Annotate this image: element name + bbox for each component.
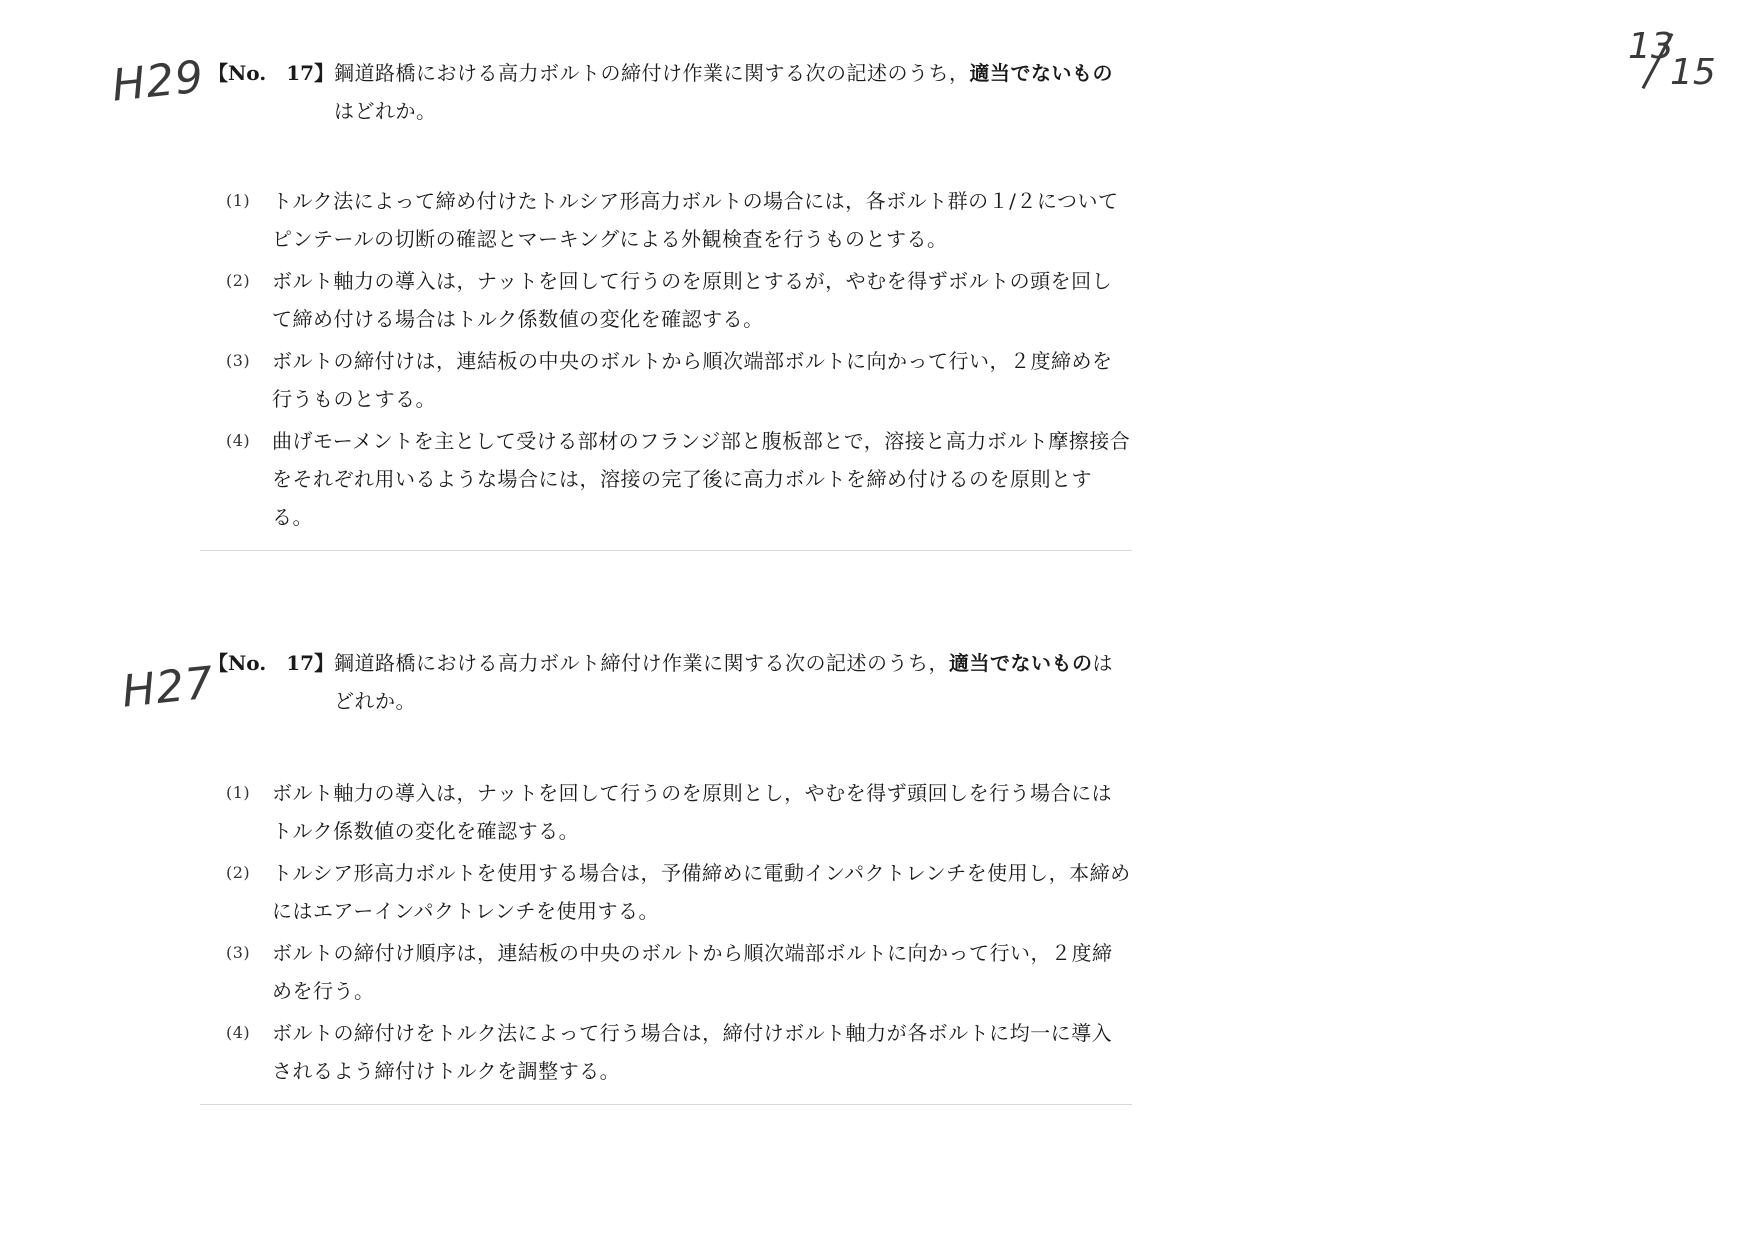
option-list	[200, 182, 1132, 551]
option-text: トルク法によって締め付けたトルシア形高力ボルトの場合には，各ボルト群の１/２についてピンテールの切断の確認とマーキングによる外観検査を行うものとする。	[272, 189, 1119, 251]
question-text	[334, 61, 1113, 123]
option-item	[200, 262, 1132, 338]
page-total: 15	[1670, 52, 1716, 93]
option-label: (2)	[226, 271, 251, 290]
option-item	[200, 854, 1132, 930]
option-text: ボルトの締付けは，連結板の中央のボルトから順次端部ボルトに向かって行い，２度締めを行うものとする。	[272, 349, 1113, 411]
handwritten-page-count	[1628, 26, 1718, 96]
question-header	[200, 644, 1132, 720]
option-text: ボルト軸力の導入は，ナットを回して行うのを原則とするが，やむを得ずボルトの頭を回して締め付ける場合はトルク係数値の変化を確認する。	[272, 269, 1113, 331]
question-header	[200, 54, 1132, 130]
option-item	[200, 934, 1132, 1010]
option-label: (4)	[226, 1023, 251, 1042]
option-label: (3)	[226, 351, 251, 370]
option-label: (1)	[226, 783, 251, 802]
question-text-before: 鋼道路橋における高力ボルトの締付け作業に関する次の記述のうち，	[334, 61, 970, 85]
question-block	[200, 54, 1132, 551]
option-item	[200, 182, 1132, 258]
option-label: (3)	[226, 943, 251, 962]
option-item	[200, 1014, 1132, 1090]
option-item	[200, 342, 1132, 418]
option-item	[200, 422, 1132, 536]
page-current: 13	[1628, 26, 1674, 67]
option-label: (1)	[226, 191, 251, 210]
question-text-after: はどれか。	[334, 99, 437, 123]
handwritten-year-note: H27	[119, 657, 217, 718]
option-label: (2)	[226, 863, 251, 882]
option-list	[200, 774, 1132, 1105]
question-text	[334, 651, 1113, 713]
question-emphasis: 適当でないもの	[969, 61, 1113, 85]
question-text-before: 鋼道路橋における高力ボルト締付け作業に関する次の記述のうち，	[334, 651, 949, 675]
option-text: トルシア形高力ボルトを使用する場合は，予備締めに電動インパクトレンチを使用し，本締めにはエアーインパクトレンチを使用する。	[272, 861, 1131, 923]
option-text: ボルトの締付けをトルク法によって行う場合は，締付けボルト軸力が各ボルトに均一に導入されるよう締付けトルクを調整する。	[272, 1021, 1113, 1083]
question-number: 【No. 17】	[208, 61, 335, 85]
question-block	[200, 644, 1132, 1105]
option-item	[200, 774, 1132, 850]
option-label: (4)	[226, 431, 251, 450]
option-text: 曲げモーメントを主として受ける部材のフランジ部と腹板部とで，溶接と高力ボルト摩擦接合をそれぞれ用いるような場合には，溶接の完了後に高力ボルトを締め付けるのを原則とする。	[272, 429, 1131, 529]
question-number: 【No. 17】	[208, 651, 335, 675]
handwritten-year-note: H29	[109, 51, 207, 112]
option-text: ボルトの締付け順序は，連結板の中央のボルトから順次端部ボルトに向かって行い，２度締めを行う。	[272, 941, 1113, 1003]
question-emphasis: 適当でないもの	[949, 651, 1093, 675]
question-text-after: はどれか。	[334, 651, 1113, 713]
option-text: ボルト軸力の導入は，ナットを回して行うのを原則とし，やむを得ず頭回しを行う場合にはトルク係数値の変化を確認する。	[272, 781, 1113, 843]
